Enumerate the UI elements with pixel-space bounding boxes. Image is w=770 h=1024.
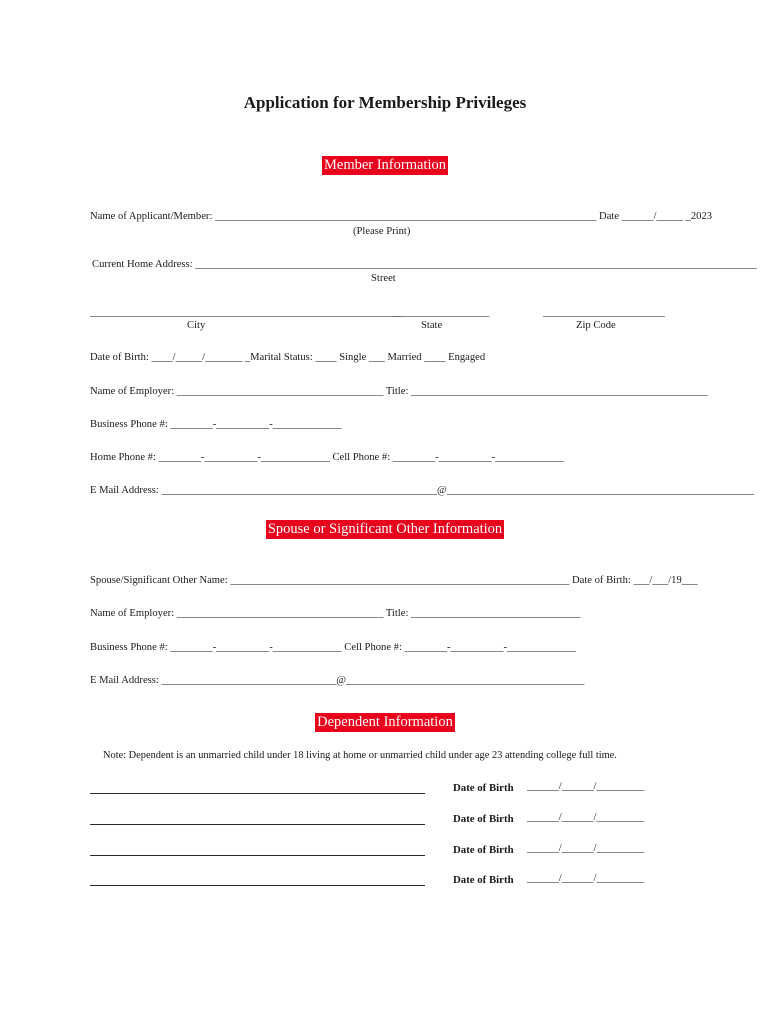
email-field[interactable]: E Mail Address: ____________________________________________________@__________________________________________________________ bbox=[90, 485, 754, 496]
dependent-name-line[interactable] bbox=[90, 824, 425, 825]
dependent-dob-label: Date of Birth bbox=[453, 813, 514, 825]
state-label: State bbox=[421, 320, 443, 331]
state-field[interactable]: __________________ bbox=[394, 307, 490, 318]
dependent-note: Note: Dependent is an unmarried child under 18 living at home or unmarried child under age 23 attending college full time. bbox=[103, 750, 617, 761]
home-cell-phone-field[interactable]: Home Phone #: ________-__________-_____________ Cell Phone #: ________-__________-_____________ bbox=[90, 452, 565, 463]
section-header: Dependent Information bbox=[317, 714, 453, 730]
section-member-information bbox=[0, 154, 770, 175]
zip-field[interactable]: _______________________ bbox=[543, 307, 665, 318]
spouse-employer-field[interactable]: Name of Employer: _______________________________________ Title: ________________________________ bbox=[90, 608, 581, 619]
dependent-name-line[interactable] bbox=[90, 793, 425, 794]
spouse-name-field[interactable]: Spouse/Significant Other Name: ________________________________________________________________ Date of Birth: ___/___/19___ bbox=[90, 575, 698, 586]
applicant-name-field[interactable]: Name of Applicant/Member: ________________________________________________________________________ Date ______/_____ _2023 bbox=[90, 211, 713, 222]
dependent-dob-field[interactable]: ______/______/_________ bbox=[527, 843, 645, 854]
business-phone-field[interactable]: Business Phone #: ________-__________-_____________ bbox=[90, 419, 342, 430]
dependent-dob-field[interactable]: ______/______/_________ bbox=[527, 812, 645, 823]
section-dependent-information bbox=[0, 711, 770, 732]
dependent-dob-field[interactable]: ______/______/_________ bbox=[527, 781, 645, 792]
form-title: Application for Membership Privileges bbox=[243, 93, 527, 112]
dependent-dob-label: Date of Birth bbox=[453, 844, 514, 856]
zip-label: Zip Code bbox=[576, 320, 616, 331]
spouse-phone-field[interactable]: Business Phone #: ________-__________-_____________ Cell Phone #: ________-__________-_____________ bbox=[90, 642, 576, 653]
dob-marital-field[interactable]: Date of Birth: ____/_____/_______ _Marital Status: ____ Single ___ Married ____ Engaged bbox=[90, 352, 486, 363]
city-label: City bbox=[187, 320, 206, 331]
please-print-note: (Please Print) bbox=[353, 226, 411, 237]
dependent-name-line[interactable] bbox=[90, 885, 425, 886]
home-address-field[interactable]: Current Home Address: __________________________________________________________________________________________________________ bbox=[92, 259, 757, 270]
dependent-dob-label: Date of Birth bbox=[453, 874, 514, 886]
dependent-dob-label: Date of Birth bbox=[453, 782, 514, 794]
city-field[interactable]: ___________________________________________________________ bbox=[90, 307, 403, 318]
spouse-email-field[interactable]: E Mail Address: _________________________________@_____________________________________________ bbox=[90, 675, 585, 686]
dependent-name-line[interactable] bbox=[90, 855, 425, 856]
section-header: Member Information bbox=[323, 157, 446, 173]
dependent-dob-field[interactable]: ______/______/_________ bbox=[527, 873, 645, 884]
section-header: Spouse or Significant Other Information bbox=[267, 521, 503, 537]
street-label: Street bbox=[371, 273, 396, 284]
section-spouse-information bbox=[0, 518, 770, 539]
employer-field[interactable]: Name of Employer: _______________________________________ Title: ________________________________________________________ bbox=[90, 386, 708, 397]
